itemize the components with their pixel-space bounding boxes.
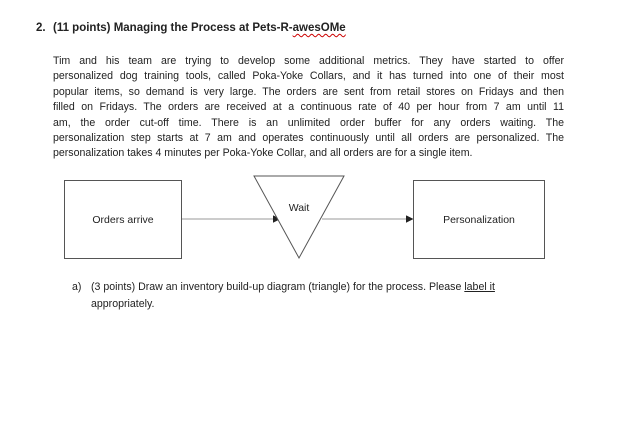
personalization-label: Personalization: [443, 213, 515, 226]
part-a-underlined: label it: [464, 281, 495, 293]
personalization-box: [413, 180, 545, 259]
orders-arrive-label: Orders arrive: [92, 213, 154, 226]
orders-arrive-box: [64, 180, 182, 259]
part-a-text: (3 points) Draw an inventory build-up diagram (triangle) for the process. Please: [91, 281, 465, 293]
question-number: 2.: [36, 22, 46, 34]
title-misspelled-word: awesOMe: [292, 22, 346, 34]
paragraph-line: personalization takes 4 minutes per Poka-Yoke Collar, and all orders are for a single item.: [53, 147, 473, 160]
paragraph-line: popular items, so demand is very large. The orders are sent from retail stores on Fridays and then: [53, 85, 564, 98]
part-a: [72, 279, 552, 313]
paragraph-line: personalized dog training tools, called Poka-Yoke Collars, and it has turned into one of their most: [53, 70, 564, 83]
wait-label: Wait: [288, 202, 310, 214]
wait-triangle: [254, 176, 344, 258]
part-a-label: a): [72, 281, 82, 293]
paragraph-line: filled on Fridays. The orders are received at a continuous rate of 40 per hour from 7 am until 11: [53, 101, 564, 114]
paragraph-line: am, the order cut-off time. There is an unlimited order buffer for any orders waiting. The: [53, 116, 564, 129]
paragraph-line: personalization step starts at 7 am and operates continuously until all orders are personalized. The: [53, 132, 564, 145]
part-a-line2: appropriately.: [91, 298, 155, 310]
paragraph-line: Tim and his team are trying to develop some additional metrics. They have started to offer: [53, 55, 564, 67]
title-text: (11 points) Managing the Process at Pets-R-: [53, 22, 293, 34]
